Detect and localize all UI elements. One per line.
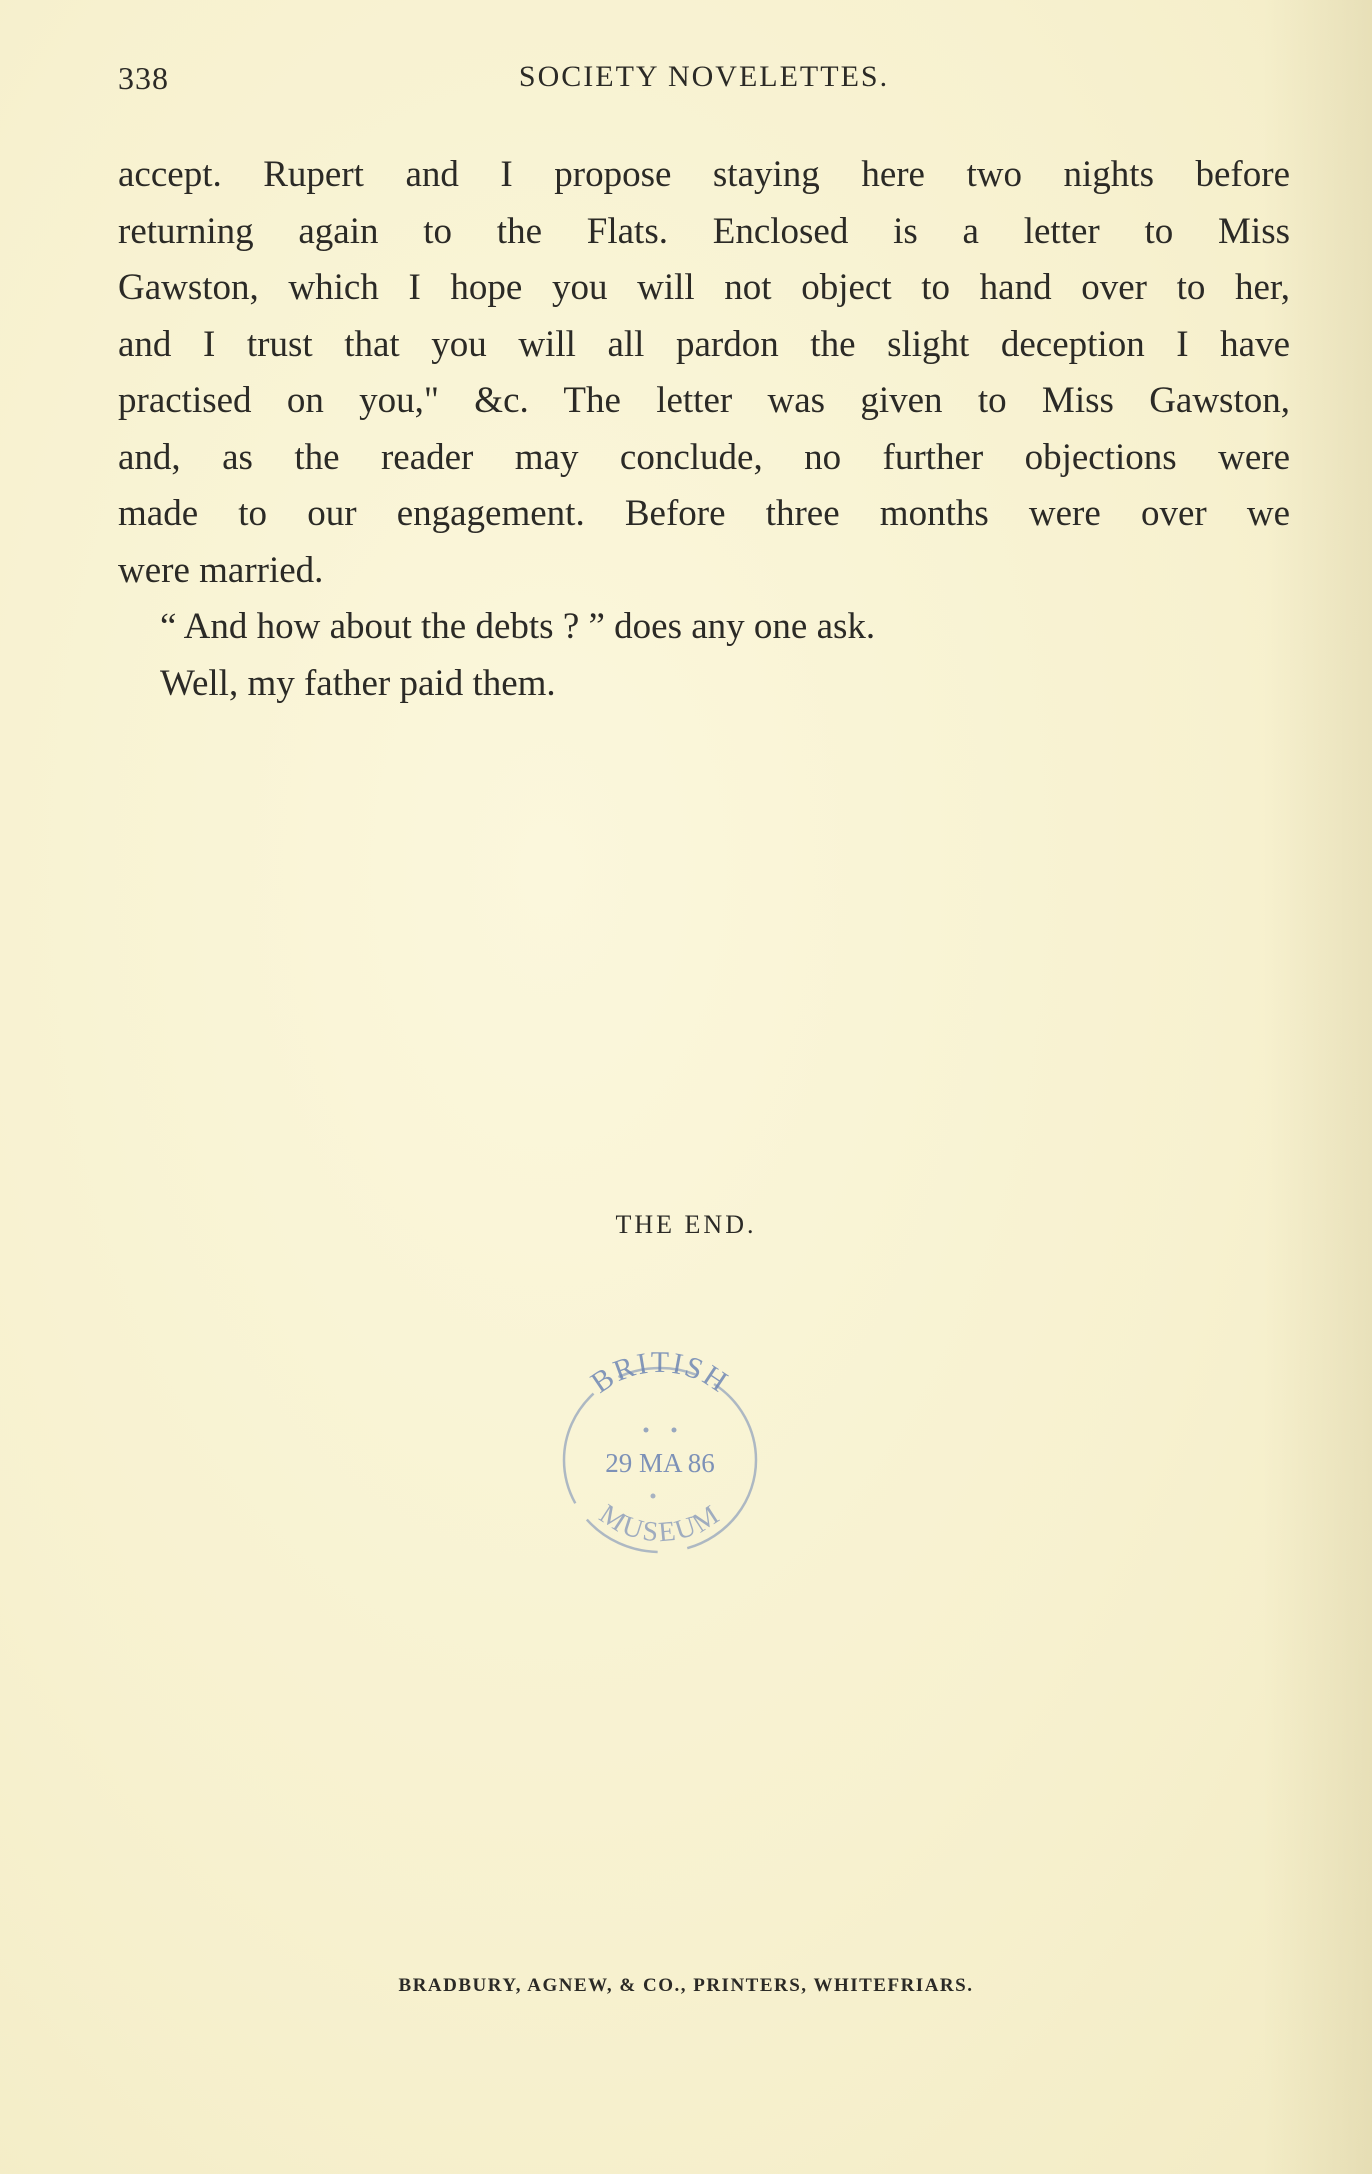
page-number: 338: [118, 60, 169, 96]
stamp-dot: [644, 1428, 649, 1433]
running-title: SOCIETY NOVELETTES.: [518, 60, 890, 93]
the-end-mark: THE END.: [615, 1210, 757, 1239]
text-line: returning again to the Flats. Enclosed is a letter to Miss: [118, 210, 1290, 252]
text-line: practised on you," &c. The letter was given to Miss Gawston,: [118, 380, 1290, 421]
stamp-dot: [651, 1494, 656, 1499]
printer-imprint: BRADBURY, AGNEW, & CO., PRINTERS, WHITEFRIARS.: [398, 1975, 974, 1996]
page-header: [118, 60, 1290, 104]
text-line: were married.: [118, 549, 324, 591]
text-line: and I trust that you will all pardon the slight deception I have: [118, 323, 1290, 365]
text-line: Well, my father paid them.: [160, 662, 556, 704]
stamp-bottom-text: MUSEUM: [593, 1498, 727, 1549]
stamp-top-text: BRITISH: [585, 1350, 735, 1400]
body-text: [118, 147, 1290, 712]
text-line: accept. Rupert and I propose staying here two nights before: [118, 154, 1290, 195]
text-line: made to our engagement. Before three months were over we: [118, 493, 1290, 534]
stamp-dot: [672, 1428, 677, 1433]
text-line: Gawston, which I hope you will not object to hand over to her,: [118, 267, 1290, 308]
stamp-date: 29 MA 86: [605, 1448, 715, 1478]
text-line: and, as the reader may conclude, no further objections were: [118, 436, 1290, 478]
text-line: “ And how about the debts ? ” does any one ask.: [160, 606, 876, 647]
library-stamp: [540, 1350, 780, 1560]
